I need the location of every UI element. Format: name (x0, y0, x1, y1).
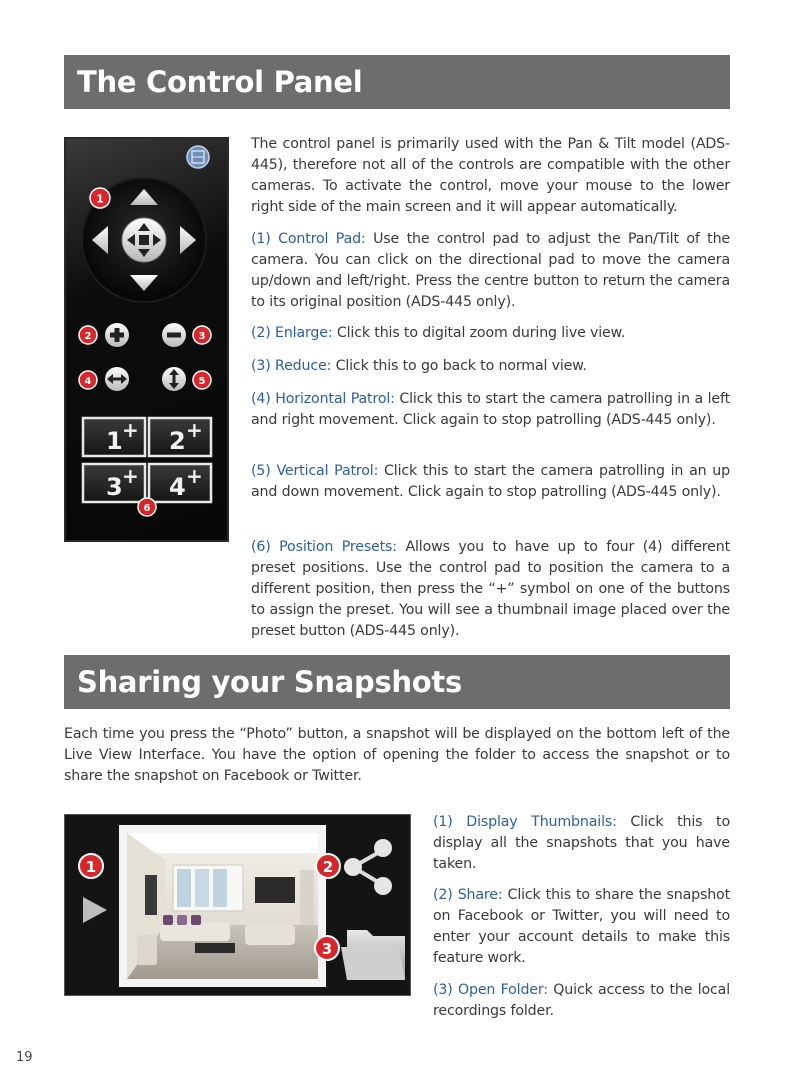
item-text: Click this to display all the snapshots that you have taken. (433, 814, 730, 872)
preset-button-4[interactable] (149, 464, 211, 502)
preset-plus-icon: + (122, 418, 139, 442)
item-label: (3) Open Folder: (433, 982, 548, 998)
svg-text:3: 3 (321, 940, 333, 958)
svg-text:1: 1 (85, 858, 97, 876)
preset-plus-icon: + (186, 418, 203, 442)
preset-label-3: 3 (106, 473, 123, 501)
control-pad-description (251, 229, 730, 313)
preset-plus-icon: + (122, 464, 139, 488)
item-text: Quick access to the local recordings folder. (433, 982, 730, 1019)
vertical-patrol-description (251, 461, 730, 503)
snapshot-thumbnail[interactable] (119, 825, 326, 987)
callout-badge-3 (315, 936, 339, 960)
item-label: (1) Control Pad: (251, 231, 366, 247)
item-text: Use the control pad to adjust the Pan/Tilt of the camera. You can click on the directional pad to move the camera up/down and left/right. Press the centre button to return the camera to its original position (ADS-445 only). (251, 231, 730, 310)
preset-button-1[interactable] (83, 418, 145, 456)
section-title-control-panel: The Control Panel (64, 55, 730, 109)
svg-text:2: 2 (322, 858, 334, 876)
preset-label-2: 2 (169, 427, 186, 455)
item-label: (1) Display Thumbnails: (433, 814, 617, 830)
control-panel-image (64, 137, 229, 542)
preset-label-4: 4 (169, 473, 186, 501)
panel-settings-icon[interactable] (187, 146, 209, 168)
item-text: Click this to digital zoom during live view. (332, 325, 626, 341)
enlarge-button[interactable] (105, 323, 129, 347)
callout-badge-1 (79, 854, 103, 878)
callout-badge-5 (193, 371, 211, 389)
item-text: Click this to share the snapshot on Facebook or Twitter, you will need to enter your account details to make this feature work. (433, 887, 730, 966)
open-folder-description (433, 980, 730, 1022)
page-number: 19 (16, 1050, 33, 1065)
item-label: (2) Share: (433, 887, 503, 903)
item-label: (2) Enlarge: (251, 325, 333, 341)
open-folder-icon[interactable] (341, 930, 405, 980)
item-text: Click this to go back to normal view. (331, 358, 587, 374)
svg-text:2: 2 (84, 331, 92, 342)
control-panel-intro: The control panel is primarily used with the Pan & Tilt model (ADS-445), therefore not all of the controls are compatible with the other cameras. To activate the control, move your mouse to the lower right side of the main screen and it will appear automatically. (251, 136, 730, 215)
callout-badge-6 (138, 498, 156, 516)
item-label: (6) Position Presets: (251, 539, 397, 555)
item-label: (4) Horizontal Patrol: (251, 391, 395, 407)
preset-button-3[interactable] (83, 464, 145, 502)
reduce-description (251, 356, 730, 377)
item-text: Click this to start the camera patrolling in an up and down movement. Click again to stop patrolling (ADS-445 only). (251, 463, 730, 500)
sharing-intro: Each time you press the “Photo” button, a snapshot will be displayed on the bottom left of the Live View Interface. You have the option of opening the folder to access the snapshot or to share the snapshot on Facebook or Twitter. (64, 726, 730, 784)
horizontal-patrol-description (251, 389, 730, 431)
preset-button-2[interactable] (149, 418, 211, 456)
callout-badge-4 (79, 371, 97, 389)
callout-badge-2 (316, 854, 340, 878)
preset-label-1: 1 (106, 427, 123, 455)
callout-badge-2 (79, 326, 97, 344)
snapshot-panel-image (64, 814, 411, 996)
svg-text:6: 6 (143, 503, 151, 514)
reduce-button[interactable] (162, 323, 186, 347)
share-description (433, 885, 730, 969)
item-label: (5) Vertical Patrol: (251, 463, 379, 479)
item-text: Allows you to have up to four (4) different preset positions. Use the control pad to position the camera to a different position, then press the “+” symbol on one of the buttons to assign the preset. You will see a thumbnail image placed over the preset button (ADS-445 only). (251, 539, 730, 639)
display-thumbnails-description (433, 812, 730, 875)
callout-badge-3 (193, 326, 211, 344)
svg-text:3: 3 (198, 331, 206, 342)
horizontal-patrol-button[interactable] (105, 367, 129, 391)
pad-center-button[interactable] (122, 218, 166, 262)
svg-text:1: 1 (96, 192, 104, 206)
item-text: Click this to start the camera patrolling in a left and right movement. Click again to stop patrolling (ADS-445 only). (251, 391, 730, 428)
preset-plus-icon: + (186, 464, 203, 488)
share-icon[interactable] (344, 839, 392, 895)
callout-badge-1 (90, 188, 110, 208)
display-thumbnails-arrow-icon[interactable] (83, 897, 107, 923)
enlarge-description (251, 323, 730, 344)
svg-text:4: 4 (84, 376, 92, 387)
position-presets-description (251, 537, 730, 642)
svg-text:5: 5 (198, 376, 206, 387)
item-label: (3) Reduce: (251, 358, 332, 374)
vertical-patrol-button[interactable] (162, 367, 186, 391)
section-title-sharing-snapshots: Sharing your Snapshots (64, 655, 730, 709)
